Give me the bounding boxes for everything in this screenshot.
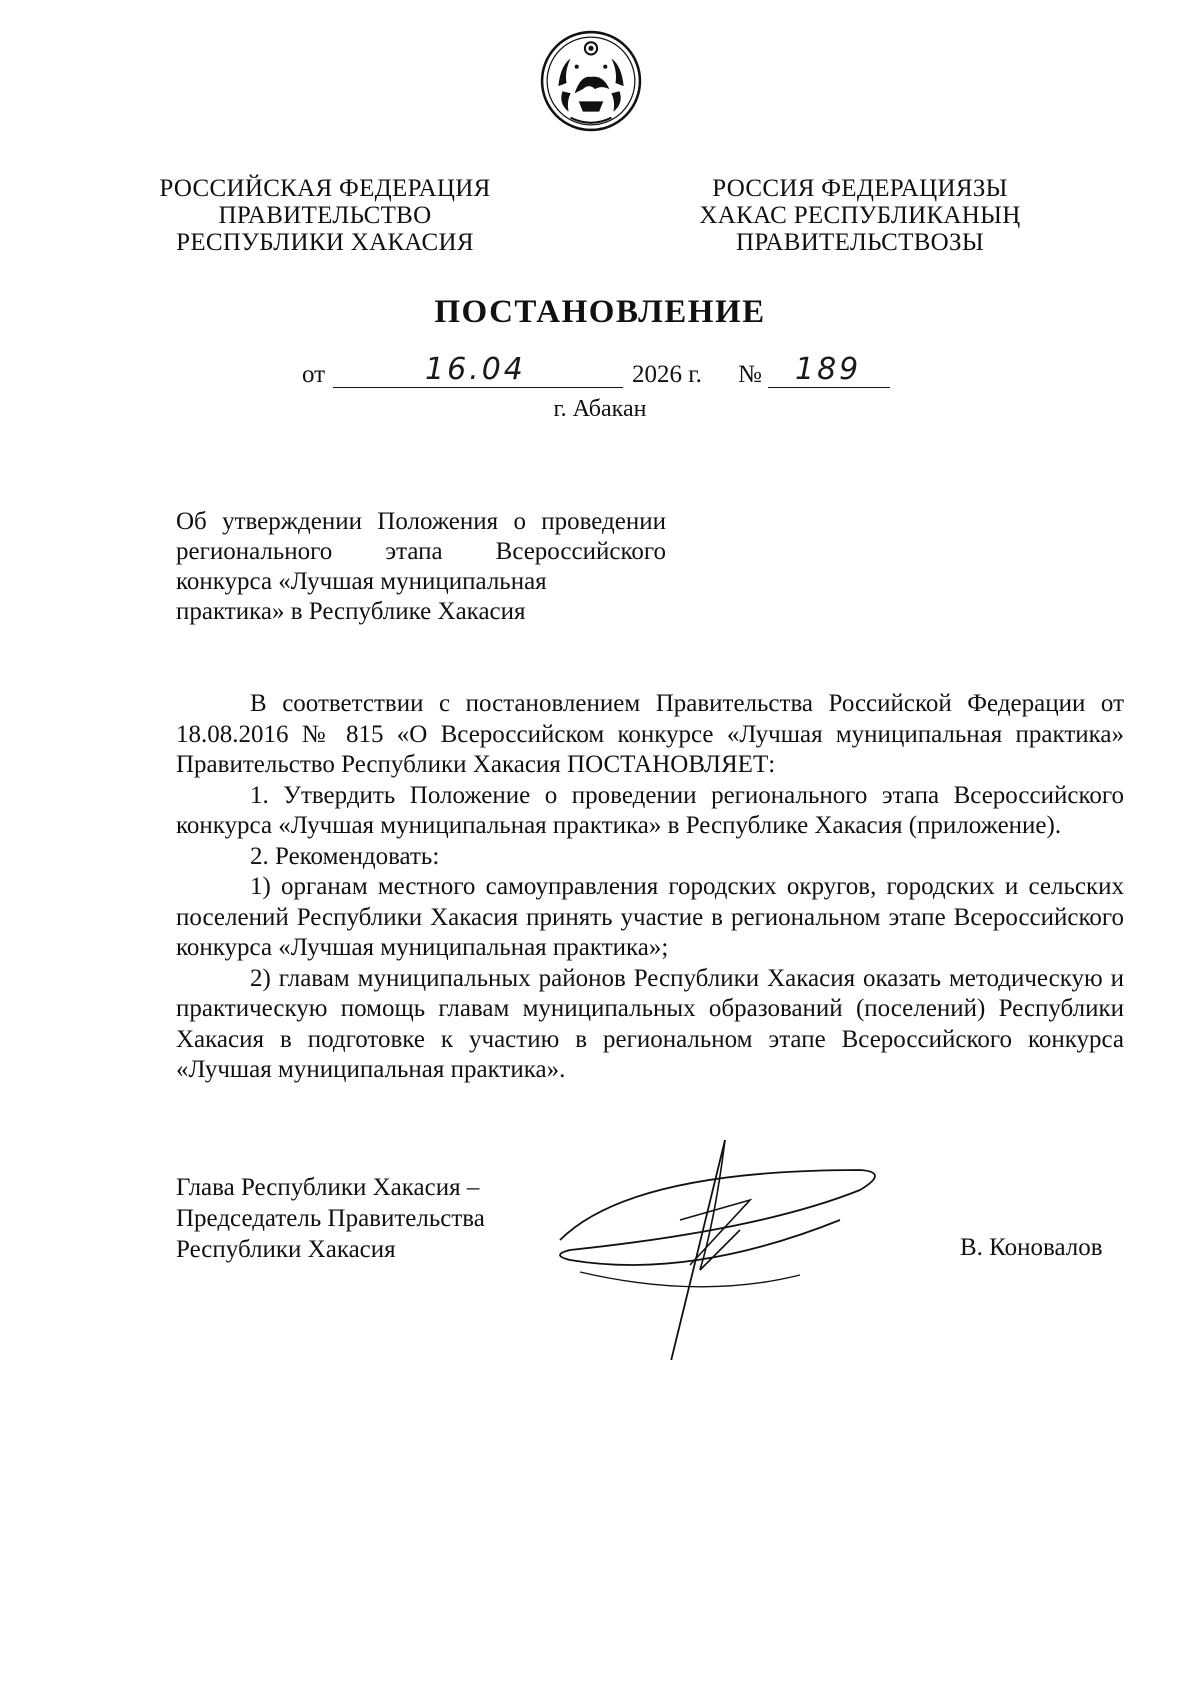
signatory-title: [176, 1172, 485, 1265]
header-left: [145, 175, 505, 256]
body-paragraph: 2) главам муниципальных районов Республики Хакасия оказать методическую и практическую помощь главам муниципальных образований (поселений) Республики Хакасия в подготовке к участию в региональном этапе Всероссийского конкурса «Лучшая муниципальная практика».: [176, 964, 1124, 1083]
header-right-line2: ХАКАС РЕСПУБЛИКАНЫҢ: [699, 202, 1021, 229]
number-handwritten: 189: [795, 352, 862, 387]
coat-of-arms-icon: [540, 30, 642, 132]
signatory-title-line3: Республики Хакасия: [176, 1236, 396, 1263]
header-right-line3: ПРАВИТЕЛЬСТВОЗЫ: [736, 229, 984, 256]
header-left-line1: РОССИЙСКАЯ ФЕДЕРАЦИЯ: [159, 175, 491, 202]
date-handwritten: 16.04: [425, 352, 526, 387]
signer-name: В. Коновалов: [960, 1234, 1103, 1261]
date-number-line: [0, 352, 1200, 396]
city-name: г. Абакан: [553, 396, 647, 422]
handwritten-signature: [540, 1140, 940, 1360]
date-prefix: от: [302, 361, 326, 388]
body-paragraph: 1. Утвердить Положение о проведении регионального этапа Всероссийского конкурса «Лучшая муниципальная практика» в Республике Хакасия (приложение).: [176, 781, 1124, 839]
date-underline: [333, 387, 623, 388]
subject-line4: практика» в Республике Хакасия: [176, 598, 526, 625]
subject-line2: регионального этапа Всероссийского: [176, 538, 666, 565]
document-subject: [176, 507, 666, 627]
signatory-title-line1: Глава Республики Хакасия –: [176, 1174, 480, 1201]
signatory-title-line2: Председатель Правительства: [176, 1205, 485, 1232]
header-right: [680, 175, 1040, 256]
document-body: [176, 689, 1124, 1086]
body-paragraph: 2. Рекомендовать:: [250, 842, 440, 870]
header-left-line2: ПРАВИТЕЛЬСТВО: [218, 202, 432, 229]
header-right-line1: РОССИЯ ФЕДЕРАЦИЯЗЫ: [712, 175, 1008, 202]
body-paragraph: 1) органам местного самоуправления городских округов, городских и сельских поселений Республики Хакасия принять участие в региональном этапе Всероссийского конкурса «Лучшая муниципальная практика»;: [176, 873, 1124, 961]
body-paragraph: В соответствии с постановлением Правительства Российской Федерации от 18.08.2016 № 815 «О Всероссийском конкурсе «Лучшая муниципальная практика» Правительство Республики Хакасия ПОСТАНОВЛЯЕТ:: [176, 690, 1124, 778]
number-underline: [768, 387, 890, 388]
number-sign: №: [738, 361, 762, 388]
date-year: 2026 г.: [632, 361, 702, 388]
subject-line3: конкурса «Лучшая муниципальная: [176, 568, 547, 595]
document-type-title: ПОСТАНОВЛЕНИЕ: [434, 294, 766, 330]
header-left-line3: РЕСПУБЛИКИ ХАКАСИЯ: [176, 229, 474, 256]
subject-line1: Об утверждении Положения о проведении: [176, 508, 666, 535]
